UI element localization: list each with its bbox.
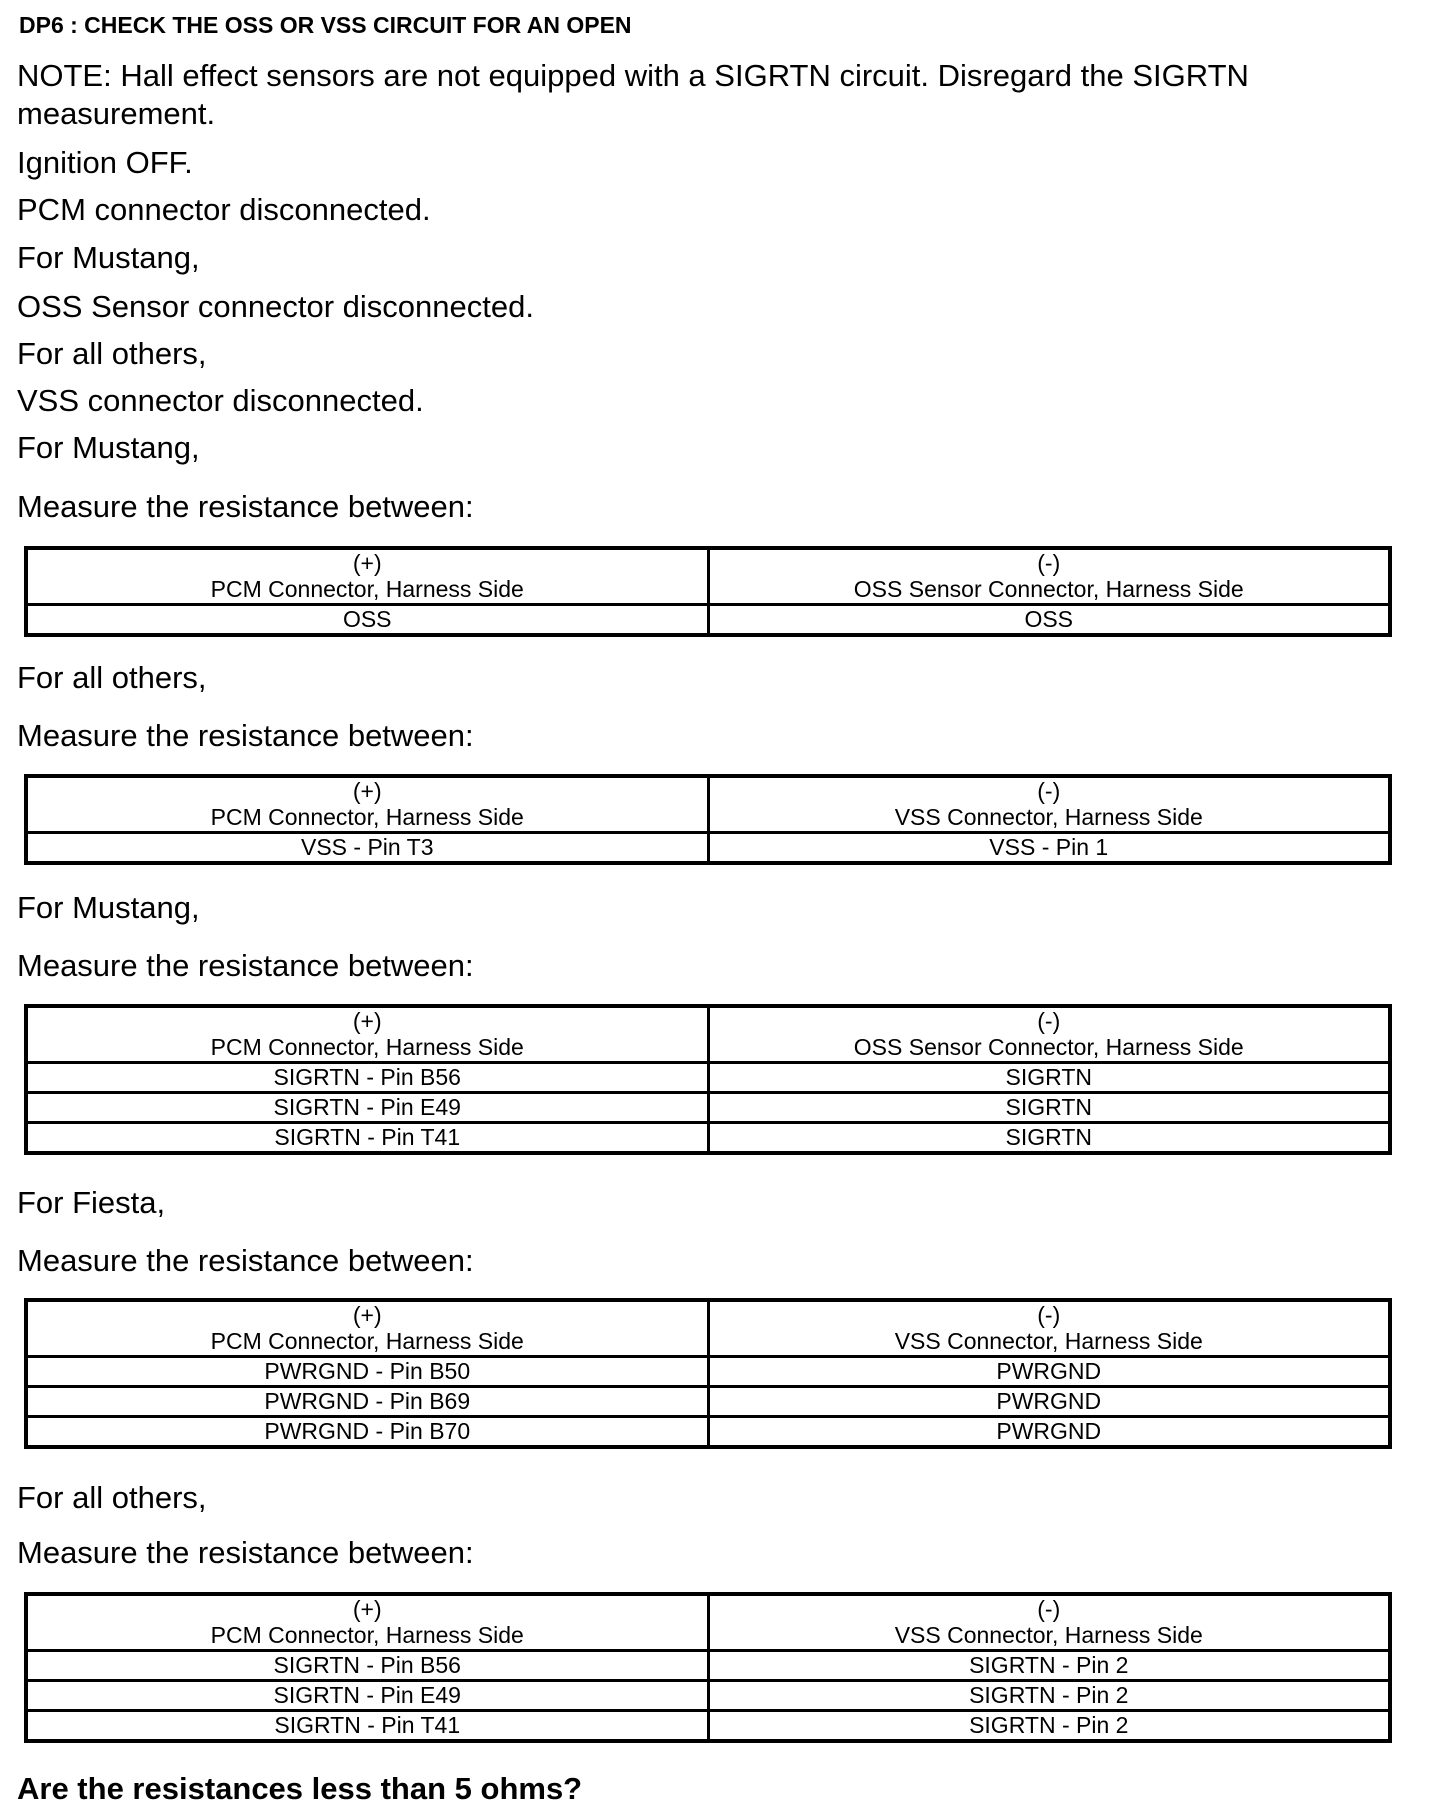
section-measure: Measure the resistance between: (17, 718, 474, 753)
instruction: For Mustang, (17, 240, 200, 275)
sensor-pin: PWRGND (708, 1387, 1390, 1417)
resistance-table (24, 1592, 1392, 1743)
resistance-table (24, 546, 1392, 637)
pcm-pin: SIGRTN - Pin T41 (26, 1711, 708, 1742)
table-row (26, 1063, 1390, 1093)
polarity: (+) (352, 1596, 382, 1622)
sensor-pin: SIGRTN (708, 1123, 1390, 1154)
resistance-table (24, 1298, 1392, 1449)
table-header-row (26, 1594, 1390, 1651)
instruction: Ignition OFF. (17, 145, 193, 180)
table-header-row (26, 776, 1390, 833)
table-row (26, 1417, 1390, 1448)
table-header-row (26, 1300, 1390, 1357)
sensor-pin: PWRGND (708, 1357, 1390, 1387)
pcm-pin: SIGRTN - Pin E49 (26, 1681, 708, 1711)
polarity: (+) (352, 778, 382, 804)
table-row (26, 1651, 1390, 1681)
instruction: PCM connector disconnected. (17, 192, 431, 227)
connector-label: OSS Sensor Connector, Harness Side (853, 576, 1244, 602)
polarity: (-) (1037, 778, 1061, 804)
column-header (708, 1006, 1390, 1063)
table-header-row (26, 548, 1390, 605)
column-header (26, 776, 708, 833)
table-row (26, 1357, 1390, 1387)
section-measure: Measure the resistance between: (17, 948, 474, 983)
section-label: For all others, (17, 660, 207, 695)
table-row (26, 1711, 1390, 1742)
section-measure: Measure the resistance between: (17, 1243, 474, 1278)
resistance-table (24, 774, 1392, 865)
pcm-pin: SIGRTN - Pin T41 (26, 1123, 708, 1154)
column-header (708, 1594, 1390, 1651)
instruction: For Mustang, (17, 430, 200, 465)
polarity: (+) (352, 1008, 382, 1034)
pcm-pin: SIGRTN - Pin E49 (26, 1093, 708, 1123)
sensor-pin: SIGRTN (708, 1093, 1390, 1123)
column-header (26, 548, 708, 605)
column-header (26, 1300, 708, 1357)
polarity: (-) (1037, 1596, 1061, 1622)
connector-label: PCM Connector, Harness Side (210, 1328, 524, 1354)
pcm-pin: PWRGND - Pin B69 (26, 1387, 708, 1417)
pcm-pin: SIGRTN - Pin B56 (26, 1063, 708, 1093)
instruction: Measure the resistance between: (17, 489, 474, 524)
table-row (26, 833, 1390, 864)
polarity: (-) (1037, 550, 1061, 576)
polarity: (+) (352, 550, 382, 576)
section-measure: Measure the resistance between: (17, 1535, 474, 1570)
connector-label: VSS Connector, Harness Side (894, 804, 1203, 830)
column-header (26, 1594, 708, 1651)
polarity: (-) (1037, 1302, 1061, 1328)
connector-label: PCM Connector, Harness Side (210, 576, 524, 602)
connector-label: VSS Connector, Harness Side (894, 1328, 1203, 1354)
connector-label: OSS Sensor Connector, Harness Side (853, 1034, 1244, 1060)
connector-label: PCM Connector, Harness Side (210, 1622, 524, 1648)
connector-label: PCM Connector, Harness Side (210, 1034, 524, 1060)
pcm-pin: PWRGND - Pin B50 (26, 1357, 708, 1387)
sensor-pin: OSS (708, 605, 1390, 636)
note-line: NOTE: Hall effect sensors are not equipped with a SIGRTN circuit. Disregard the SIGRTN (17, 58, 1249, 93)
table-row (26, 1093, 1390, 1123)
polarity: (-) (1037, 1008, 1061, 1034)
column-header (708, 776, 1390, 833)
table-row (26, 1387, 1390, 1417)
polarity: (+) (352, 1302, 382, 1328)
question: Are the resistances less than 5 ohms? (17, 1771, 583, 1806)
connector-label: VSS Connector, Harness Side (894, 1622, 1203, 1648)
resistance-table (24, 1004, 1392, 1155)
instruction: For all others, (17, 336, 207, 371)
pcm-pin: PWRGND - Pin B70 (26, 1417, 708, 1448)
section-label: For all others, (17, 1480, 207, 1515)
sensor-pin: SIGRTN - Pin 2 (708, 1711, 1390, 1742)
column-header (708, 548, 1390, 605)
step-title: DP6 : CHECK THE OSS OR VSS CIRCUIT FOR AN OPEN (19, 12, 632, 38)
sensor-pin: VSS - Pin 1 (708, 833, 1390, 864)
column-header (26, 1006, 708, 1063)
table-row (26, 1681, 1390, 1711)
table-row (26, 1123, 1390, 1154)
sensor-pin: SIGRTN - Pin 2 (708, 1681, 1390, 1711)
connector-label: PCM Connector, Harness Side (210, 804, 524, 830)
section-label: For Mustang, (17, 890, 200, 925)
instruction: OSS Sensor connector disconnected. (17, 289, 534, 324)
sensor-pin: PWRGND (708, 1417, 1390, 1448)
table-header-row (26, 1006, 1390, 1063)
note-line: measurement. (17, 96, 216, 131)
pcm-pin: VSS - Pin T3 (26, 833, 708, 864)
instruction: VSS connector disconnected. (17, 383, 424, 418)
column-header (708, 1300, 1390, 1357)
sensor-pin: SIGRTN - Pin 2 (708, 1651, 1390, 1681)
section-label: For Fiesta, (17, 1185, 166, 1220)
pcm-pin: OSS (26, 605, 708, 636)
table-row (26, 605, 1390, 636)
sensor-pin: SIGRTN (708, 1063, 1390, 1093)
pcm-pin: SIGRTN - Pin B56 (26, 1651, 708, 1681)
